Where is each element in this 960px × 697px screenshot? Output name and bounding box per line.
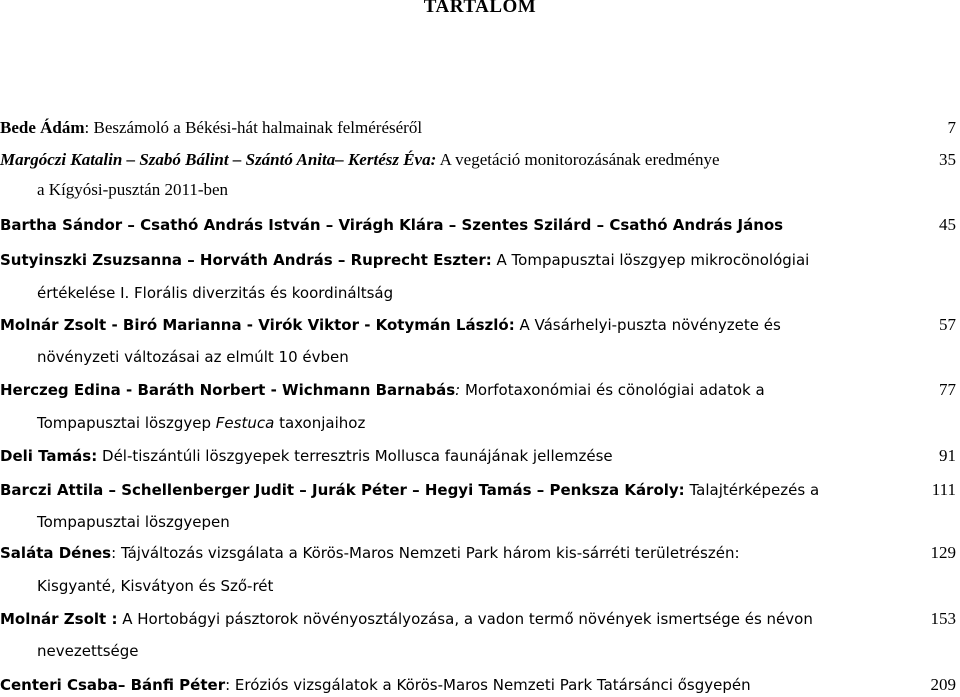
- entry-separator: :: [84, 118, 94, 137]
- entry-title: A Tompapusztai löszgyep mikrocönológiai: [496, 251, 810, 269]
- toc-entry-2: [0, 150, 900, 170]
- entry-authors: Barczi Attila – Schellenberger Judit – Jurák Péter – Hegyi Tamás – Penksza Károly:: [0, 481, 685, 499]
- entry-page-number: 35: [939, 150, 956, 169]
- entry-title-part: taxonjaihoz: [274, 414, 366, 432]
- entry-authors: Deli Tamás:: [0, 447, 98, 465]
- entry-authors: Bede Ádám: [0, 118, 85, 137]
- entry-authors: Bartha Sándor – Csathó András István – Virágh Klára – Szentes Szilárd – Csathó András János: [0, 216, 784, 234]
- entry-title: A Vásárhelyi-puszta növényzete és: [519, 316, 781, 334]
- entry-page-number: 111: [931, 480, 956, 499]
- entry-title: Tájváltozás vizsgálata a Körös-Maros Nemzeti Park három kis-sárréti területrészén:: [120, 544, 740, 562]
- entry-page-number: 91: [939, 446, 956, 465]
- entry-page-number: 57: [939, 315, 956, 334]
- toc-entry-1: [0, 118, 900, 138]
- entry-page-number: 77: [939, 380, 956, 399]
- entry-title-continued: a Kígyósi-pusztán 2011-ben: [37, 180, 229, 199]
- entry-title-continued: növényzeti változásai az elmúlt 10 évben: [37, 348, 349, 366]
- toc-entry-5: [0, 380, 900, 400]
- entry-title: Talajtérképezés a: [689, 481, 820, 499]
- entry-page-number: 129: [930, 543, 956, 562]
- toc-entry-10: [0, 675, 900, 695]
- toc-entry-3: [0, 215, 900, 235]
- entry-authors: Herczeg Edina - Baráth Norbert - Wichmann Barnabás: [0, 381, 456, 399]
- toc-entry-6: [0, 446, 900, 466]
- entry-authors: Saláta Dénes: [0, 544, 112, 562]
- entry-page-number: 45: [939, 215, 956, 234]
- entry-authors-continued: [0, 250, 900, 270]
- entry-page-number: 153: [930, 609, 956, 628]
- entry-title: Eróziós vizsgálatok a Körös-Maros Nemzeti Park Tatársánci ősgyepén: [234, 676, 751, 694]
- entry-title-continued: Kisgyanté, Kisvátyon és Sző-rét: [37, 577, 274, 595]
- entry-authors: Margóczi Katalin – Szabó Bálint – Szántó Anita– Kertész Éva:: [0, 150, 437, 169]
- entry-separator: :: [111, 544, 121, 562]
- entry-title-continued: Tompapusztai löszgyepen: [37, 513, 230, 531]
- entry-title-part: Tompapusztai löszgyep: [37, 414, 216, 432]
- entry-page-number: 209: [930, 675, 956, 694]
- entry-authors: Sutyinszki Zsuzsanna – Horváth András – Ruprecht Eszter:: [0, 251, 492, 269]
- entry-title: A vegetáció monitorozásának eredménye: [439, 150, 720, 169]
- entry-page-number: 7: [947, 118, 956, 137]
- entry-title: Morfotaxonómiai és cönológiai adatok a: [464, 381, 765, 399]
- page-title: TARTALOM: [423, 0, 537, 17]
- toc-entry-9: [0, 609, 900, 629]
- entry-title-continued: [37, 413, 937, 433]
- toc-entry-4: [0, 315, 900, 335]
- entry-title: A Hortobágyi pásztorok növényosztályozása, a vadon termő növények ismertsége és névon: [122, 610, 813, 628]
- entry-separator: :: [455, 381, 465, 399]
- entry-title-taxon: Festuca: [215, 414, 275, 432]
- entry-separator: :: [225, 676, 235, 694]
- entry-authors: Centeri Csaba– Bánfi Péter: [0, 676, 226, 694]
- entry-title: Dél-tiszántúli löszgyepek terresztris Mollusca faunájának jellemzése: [102, 447, 613, 465]
- entry-authors: Molnár Zsolt - Biró Marianna - Virók Viktor - Kotymán László:: [0, 316, 515, 334]
- toc-entry-7: [0, 480, 900, 500]
- entry-authors: Molnár Zsolt :: [0, 610, 118, 628]
- entry-title-continued: értékelése I. Florális diverzitás és koordináltság: [37, 284, 394, 302]
- entry-title: Beszámoló a Békési-hát halmainak felméréséről: [93, 118, 423, 137]
- toc-entry-8: [0, 543, 900, 563]
- entry-title-continued: nevezettsége: [37, 642, 139, 660]
